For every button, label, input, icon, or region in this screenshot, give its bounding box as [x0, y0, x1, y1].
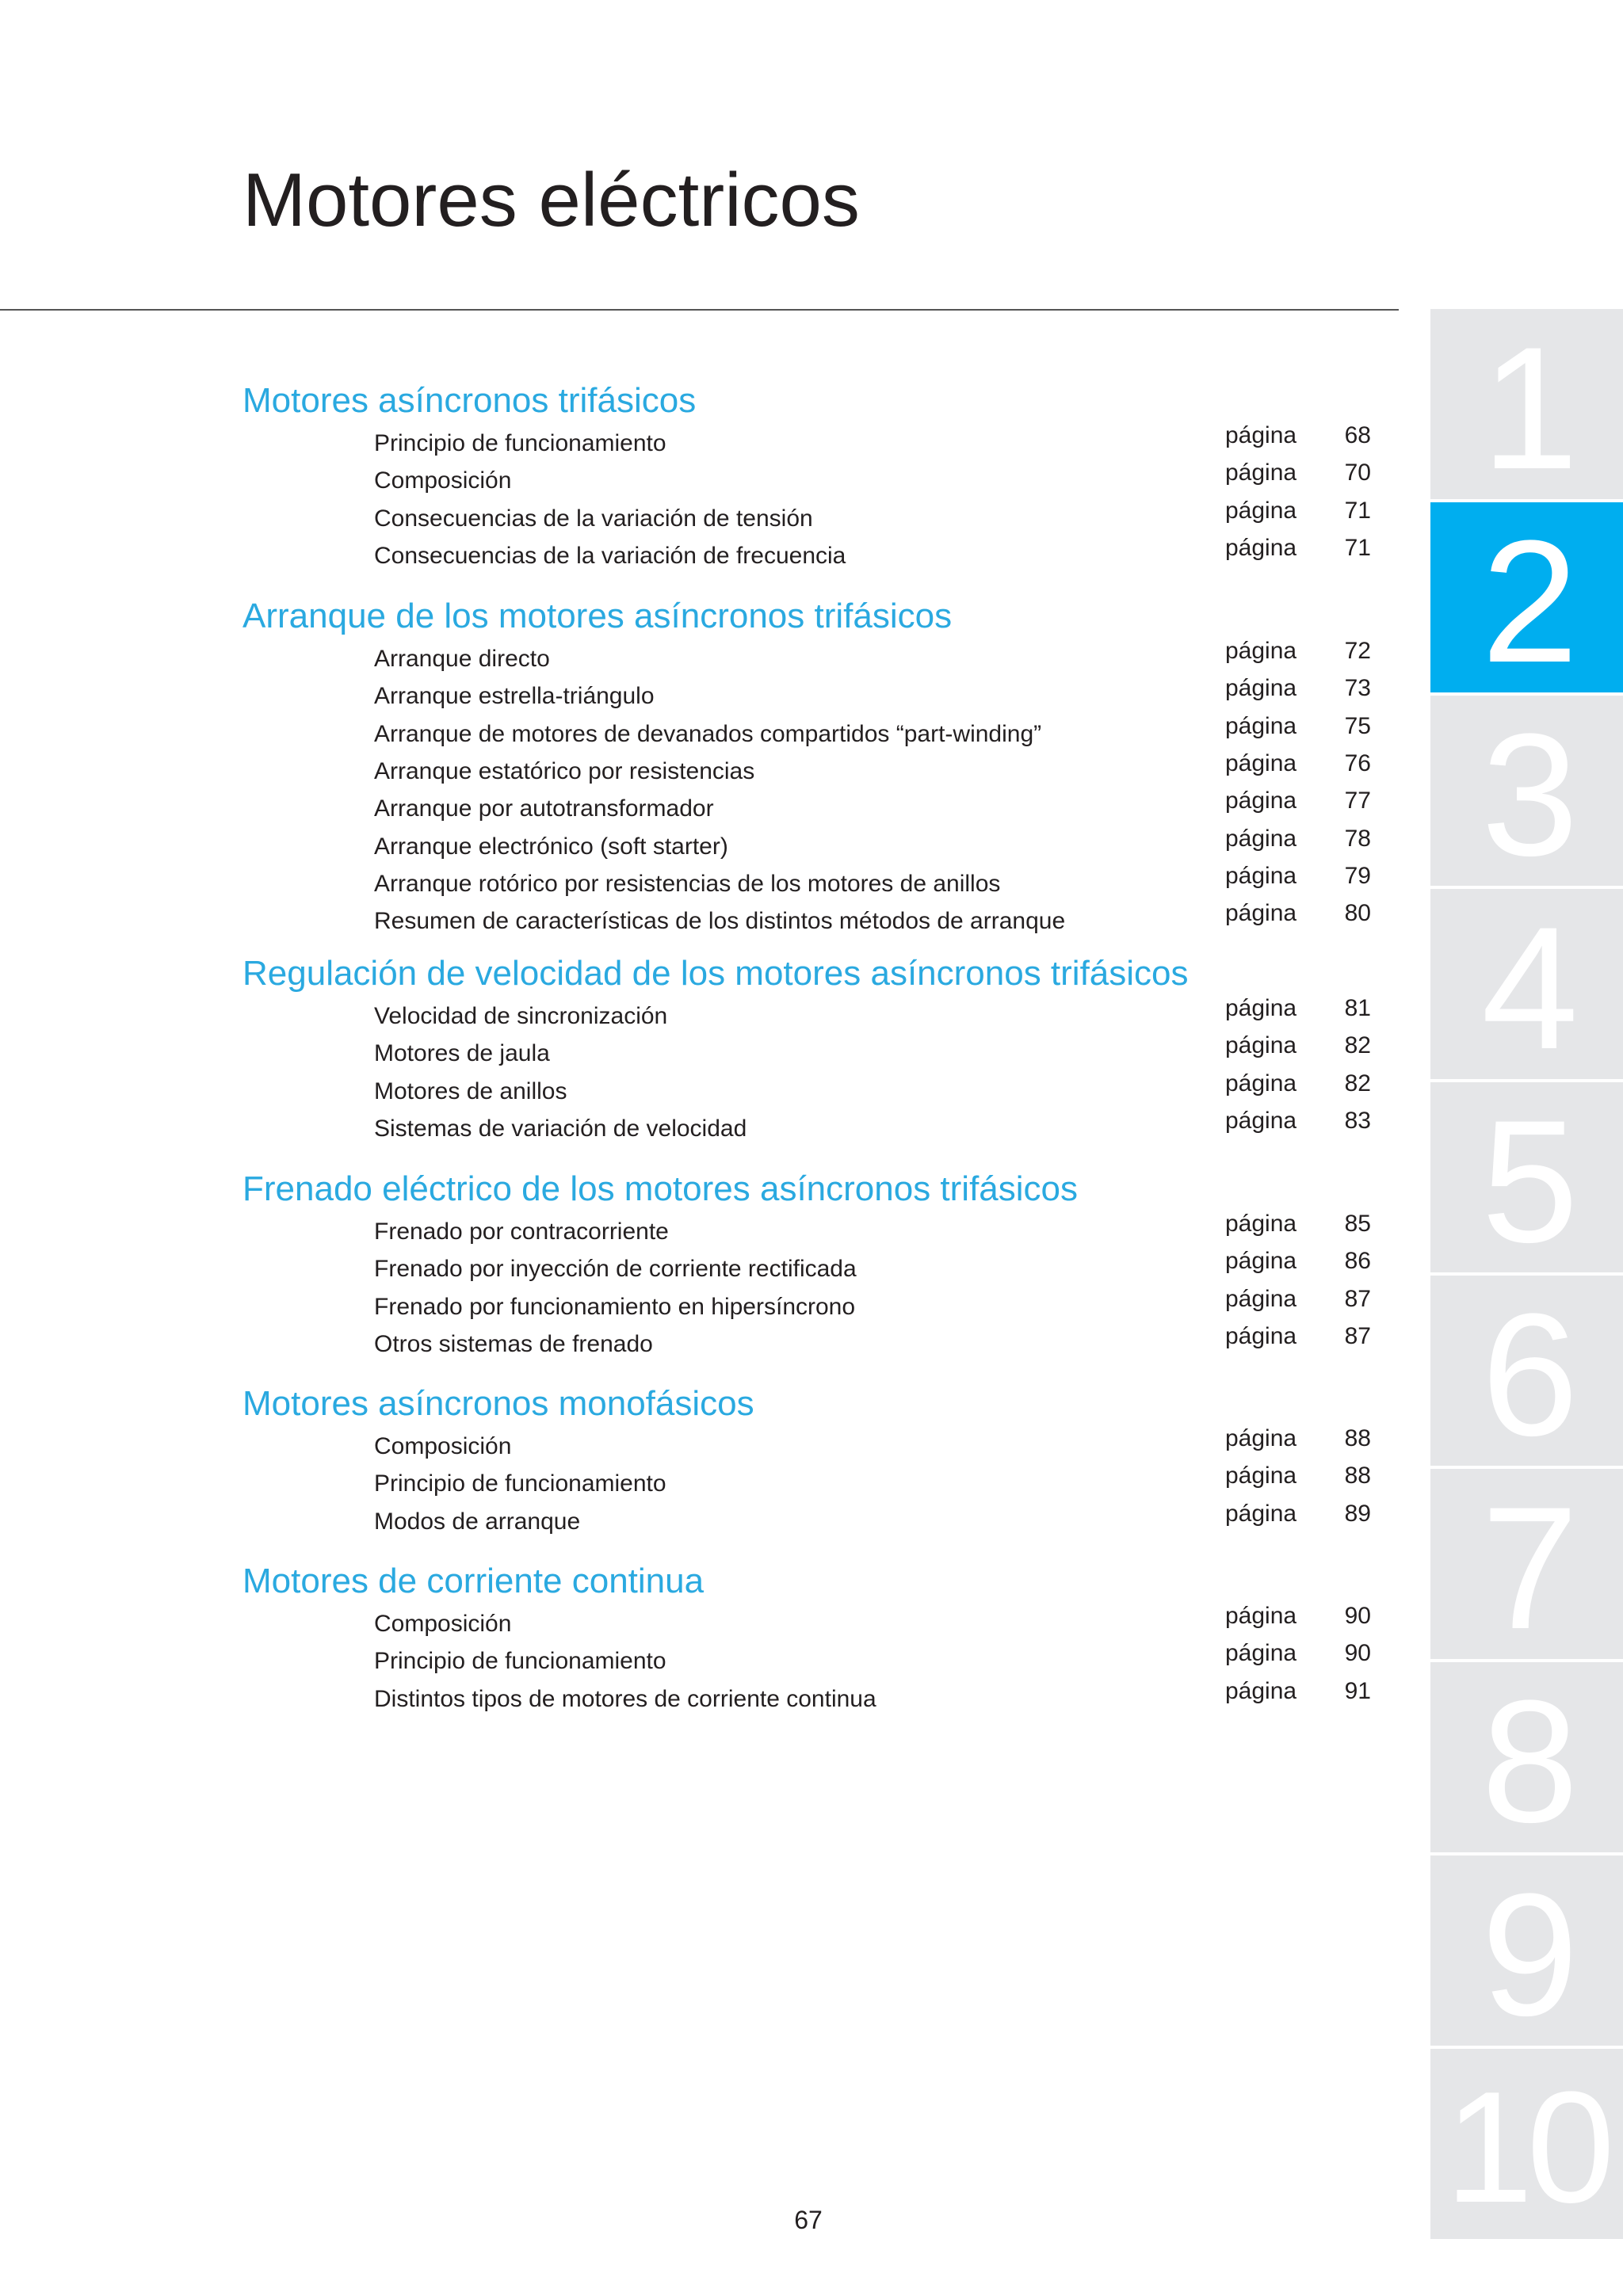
toc-entry-page-label: página: [1225, 1107, 1297, 1134]
toc-entry-title: Arranque estatórico por resistencias: [374, 757, 755, 784]
toc-entry-page-label: página: [1225, 1211, 1297, 1237]
toc-entry-page-number: 82: [1344, 1032, 1371, 1059]
toc-entry-page-number: 88: [1344, 1463, 1371, 1489]
toc-entry-title: Principio de funcionamiento: [374, 430, 666, 456]
toc-entry-title: Sistemas de variación de velocidad: [374, 1115, 747, 1142]
section-title: Arranque de los motores asíncronos trifásicos: [242, 597, 953, 635]
toc-entry-page-number: 78: [1344, 825, 1371, 852]
chapter-tab-number: 10: [1445, 2059, 1609, 2236]
toc-entry-page-label: página: [1225, 862, 1297, 889]
toc-entry-title: Frenado por funcionamiento en hipersíncrono: [374, 1293, 856, 1320]
section-title: Frenado eléctrico de los motores asíncronos trifásicos: [242, 1169, 1079, 1208]
toc-entry-page-label: página: [1225, 900, 1297, 927]
toc-entry-page-label: página: [1225, 1322, 1297, 1349]
section-title: Motores asíncronos trifásicos: [242, 381, 697, 420]
toc-entry-page-number: 71: [1344, 497, 1371, 524]
toc-entry-page-label: página: [1225, 675, 1297, 702]
toc-entry-page-label: página: [1225, 638, 1297, 664]
chapter-tab-number: 6: [1481, 1277, 1572, 1466]
toc-entry-title: Composición: [374, 1611, 512, 1637]
toc-entry-page-number: 82: [1344, 1070, 1371, 1097]
toc-entry-title: Otros sistemas de frenado: [374, 1330, 653, 1357]
toc-entry-title: Modos de arranque: [374, 1508, 581, 1535]
chapter-tab-number: 4: [1481, 891, 1572, 1079]
section-title: Regulación de velocidad de los motores asíncronos trifásicos: [242, 954, 1189, 993]
toc-entry-page-label: página: [1225, 460, 1297, 486]
toc-entry-page-number: 76: [1344, 749, 1371, 776]
page-title: Motores eléctricos: [242, 158, 860, 242]
toc-entry-page-number: 90: [1344, 1603, 1371, 1629]
toc-entry-page-label: página: [1225, 1603, 1297, 1629]
toc-entry-page-label: página: [1225, 1032, 1297, 1059]
page-number: 67: [794, 2206, 823, 2234]
chapter-tab-8[interactable]: [1430, 1662, 1623, 1852]
toc-entry-page-label: página: [1225, 422, 1297, 448]
toc-entry-page-label: página: [1225, 1640, 1297, 1667]
toc-entry-title: Arranque electrónico (soft starter): [374, 833, 728, 860]
toc-entry-title: Frenado por contracorriente: [374, 1219, 669, 1245]
toc-entry-page-number: 90: [1344, 1640, 1371, 1667]
section-title: Motores de corriente continua: [242, 1562, 705, 1600]
toc-entry-page-number: 86: [1344, 1248, 1371, 1275]
toc-entry-title: Arranque por autotransformador: [374, 795, 714, 822]
toc-entry-title: Motores de jaula: [374, 1040, 550, 1067]
toc-entry-page-number: 79: [1344, 862, 1371, 889]
toc-entry-page-label: página: [1225, 1500, 1297, 1527]
toc-entry-page-label: página: [1225, 995, 1297, 1021]
toc-entry-title: Composición: [374, 1433, 512, 1459]
chapter-tab-number: 5: [1481, 1084, 1572, 1272]
chapter-tab-5[interactable]: [1430, 1082, 1623, 1272]
toc-entry-title: Velocidad de sincronización: [374, 1003, 668, 1029]
toc-entry-page-number: 89: [1344, 1500, 1371, 1527]
chapter-tab-number: 7: [1481, 1470, 1572, 1659]
toc-entry-page-label: página: [1225, 749, 1297, 776]
toc-entry-page-label: página: [1225, 534, 1297, 561]
toc-entry-page-number: 70: [1344, 460, 1371, 486]
toc-entry-title: Distintos tipos de motores de corriente continua: [374, 1685, 876, 1712]
toc-entry-page-number: 68: [1344, 422, 1371, 448]
toc-entry-title: Arranque estrella-triángulo: [374, 683, 655, 710]
toc-entry-title: Resumen de características de los distintos métodos de arranque: [374, 908, 1066, 935]
toc-entry-title: Motores de anillos: [374, 1077, 567, 1104]
toc-entry-page-number: 81: [1344, 995, 1371, 1021]
toc-entry-title: Arranque rotórico por resistencias de los motores de anillos: [374, 870, 1001, 897]
chapter-tab-6[interactable]: [1430, 1276, 1623, 1466]
chapter-tab-7[interactable]: [1430, 1469, 1623, 1659]
toc-entry-page-number: 91: [1344, 1677, 1371, 1704]
toc-entry-page-number: 71: [1344, 534, 1371, 561]
chapter-tab-1[interactable]: [1430, 309, 1623, 499]
chapter-tab-number: 9: [1481, 1857, 1572, 2046]
toc-entry-title: Arranque directo: [374, 646, 550, 672]
toc-entry-page-number: 87: [1344, 1322, 1371, 1349]
toc-entry-page-label: página: [1225, 1285, 1297, 1312]
chapter-tab-number: 1: [1481, 311, 1572, 499]
toc-entry-title: Consecuencias de la variación de tensión: [374, 505, 813, 532]
chapter-tab-3[interactable]: [1430, 696, 1623, 886]
toc-entry-page-label: página: [1225, 712, 1297, 739]
toc-entry-page-label: página: [1225, 1463, 1297, 1489]
toc-entry-page-number: 85: [1344, 1211, 1371, 1237]
toc-entry-page-label: página: [1225, 1425, 1297, 1451]
toc-entry-title: Frenado por inyección de corriente rectificada: [374, 1256, 857, 1283]
toc-entry-title: Principio de funcionamiento: [374, 1648, 666, 1675]
toc-entry-title: Consecuencias de la variación de frecuencia: [374, 542, 846, 569]
chapter-tab-2[interactable]: [1430, 502, 1623, 692]
toc-entry-page-number: 87: [1344, 1285, 1371, 1312]
toc-entry-page-number: 73: [1344, 675, 1371, 702]
chapter-tab-4[interactable]: [1430, 889, 1623, 1079]
toc-entry-page-number: 83: [1344, 1107, 1371, 1134]
toc-entry-page-number: 72: [1344, 638, 1371, 664]
section-title: Motores asíncronos monofásicos: [242, 1384, 754, 1423]
toc-entry-page-number: 88: [1344, 1425, 1371, 1451]
toc-entry-title: Arranque de motores de devanados compartidos “part-winding”: [374, 720, 1042, 747]
toc-entry-page-label: página: [1225, 825, 1297, 852]
chapter-tab-number: 3: [1481, 697, 1572, 886]
toc-entry-page-number: 75: [1344, 712, 1371, 739]
toc-entry-page-label: página: [1225, 1677, 1297, 1704]
toc-entry-page-number: 80: [1344, 900, 1371, 927]
toc-entry-page-label: página: [1225, 497, 1297, 524]
toc-entry-title: Principio de funcionamiento: [374, 1470, 666, 1497]
chapter-tab-10[interactable]: [1430, 2049, 1623, 2239]
chapter-tab-number: 2: [1481, 504, 1572, 692]
toc-entry-page-label: página: [1225, 1248, 1297, 1275]
toc-entry-page-number: 77: [1344, 788, 1371, 814]
toc-entry-page-label: página: [1225, 788, 1297, 814]
chapter-tab-number: 8: [1481, 1664, 1572, 1852]
chapter-tab-9[interactable]: [1430, 1855, 1623, 2046]
toc-entry-title: Composición: [374, 467, 512, 494]
toc-entry-page-label: página: [1225, 1070, 1297, 1097]
